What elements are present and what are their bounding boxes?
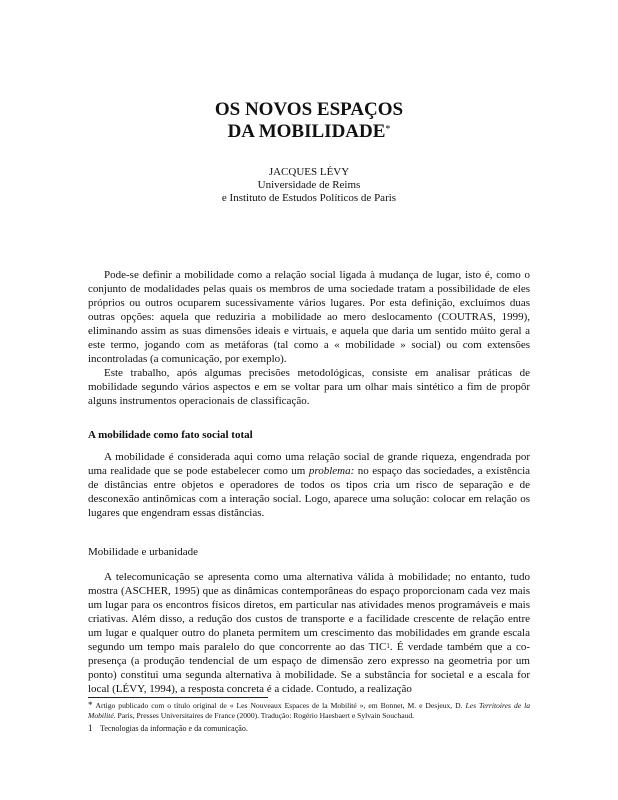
abstract (88, 268, 530, 408)
abstract-paragraph-2: Este trabalho, após algumas precisões metodológicas, consiste em analisar práticas de mobilidade segundo vários aspectos e em se voltar para um olhar mais sintético a fim de propôr alguns instrumentos operacionais de classificação. (88, 367, 530, 407)
author-name: JACQUES LÉVY (268, 166, 350, 178)
title-line-2: DA MOBILIDADE* (227, 121, 391, 142)
footnotes (88, 700, 530, 734)
emphasis-problema: problema: (308, 465, 355, 477)
title-footnote-mark: * (385, 124, 391, 135)
author-affiliation-1: Universidade de Reims (257, 179, 361, 191)
author-affiliation-2: e Instituto de Estudos Políticos de Paris (221, 192, 397, 204)
footnote-reference-1: 1 (386, 642, 390, 650)
footnote-separator (88, 697, 268, 698)
footnote-star: * Artigo publicado com o título original de « Les Nouveaux Espaces de la Mobilité », em Bonnet, M. e Desjeux, D. Les Territoires de la Mobilité. Paris, Presses Universitaires de France (2000). Tradução: Rogério Haesbaert e Sylvain Souchaud. (88, 700, 530, 720)
section-heading-2: Mobilidade e urbanidade (88, 546, 198, 558)
footnote-1: 1 Tecnologias da informação e da comunicação. (88, 723, 248, 733)
title-line-1: OS NOVOS ESPAÇOS (214, 99, 404, 120)
abstract-paragraph-1: Pode-se definir a mobilidade como a relação social ligada à mudança de lugar, isto é, como o conjunto de modalidades pelas quais os membros de uma sociedade tratam a possibilidade de eles próprios ou outros ocuparem sucessivamente vários lugares. Por esta definição, excluímos duas outras opções: aquela que reduziria a mobilidade ao mero deslocamento (COUTRAS, 1999), eliminando assim as suas dimensões ideais e virtuais, e aquela que daria um sentido múito geral a este termo, jogando com as metáforas (tal como a « mobilidade » social) ou com extensões incontroladas (a comunicação, por exemplo). (88, 269, 530, 365)
section-2-body (88, 570, 530, 696)
section-2-paragraph: A telecomunicação se apresenta como uma alternativa válida à mobilidade; no entanto, tudo mostra (ASCHER, 1995) que as dinâmicas contemporâneas do espaço proporcionam cada vez mais um lugar para os encontros físicos diretos, em particular nas atividades menos programáveis e mais criativas. Além disso, a redução dos custos de transporte e a facilidade crescente de relação entre um lugar e qualquer outro do planeta permitem um crescimento das mobilidades em grande escala segundo um tempo mais paralelo do que concorrente ao das TIC$^1$. É verdade também que a co-presença (a produção tendencial de um espaço de dimensão zero expresso na geometria por um ponto) constitui uma segunda alternativa à mobilidade. Se a substância for societal e a escala for local (LÉVY, 1994), a resposta concreta é a cidade. Contudo, a realização (88, 571, 530, 695)
section-1-body (88, 450, 530, 520)
section-heading-1: A mobilidade como fato social total (88, 429, 253, 441)
section-1-paragraph: A mobilidade é considerada aqui como uma relação social de grande riqueza, engendrada por uma realidade que se pode estabelecer como um problema: no espaço das sociedades, a existência de distâncias entre objetos e operadores de todos os tipos cria um risco de separação e de desconexão antinômicas com a interação social. Logo, aparece uma solução: colocar em relação os lugares que engendram essas distâncias. (88, 451, 531, 519)
